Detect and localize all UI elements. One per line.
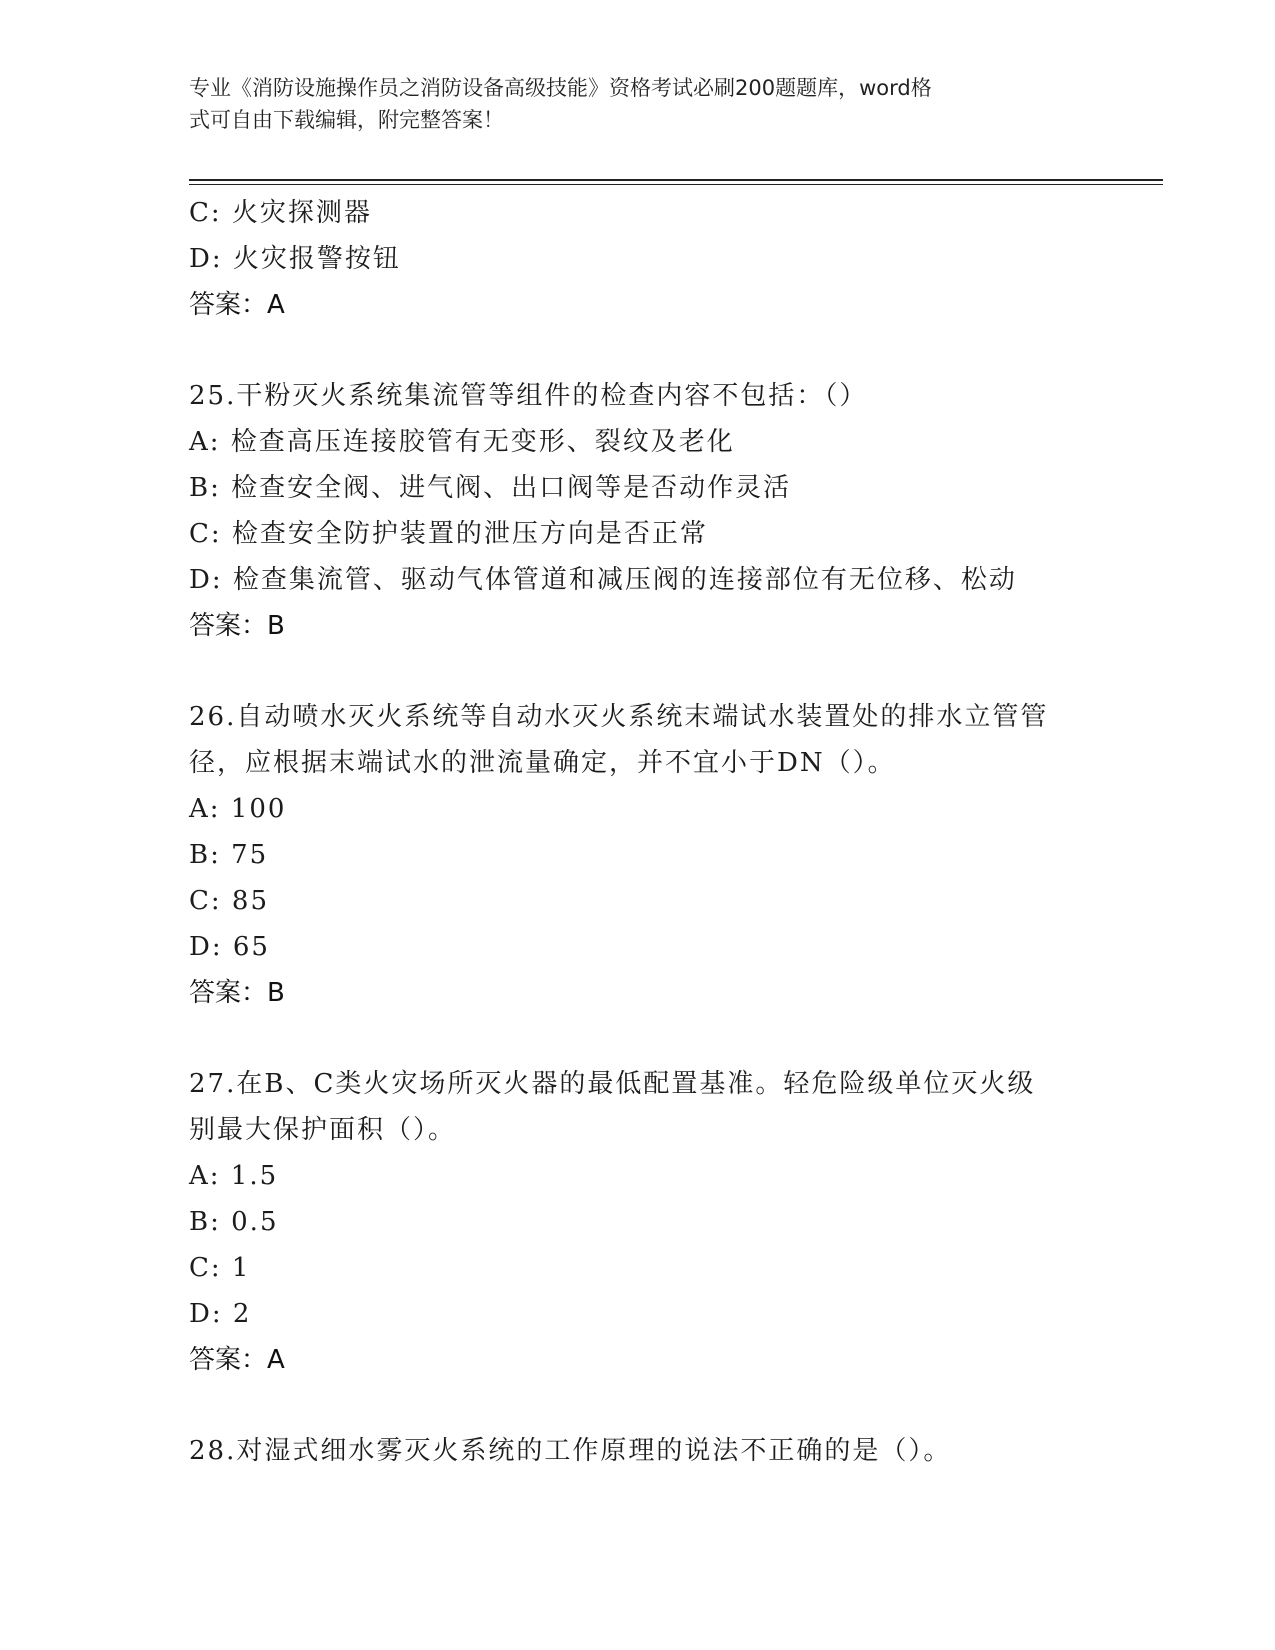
answer-label: 答案：B	[189, 978, 285, 1008]
answer-label: 答案：B	[189, 611, 285, 641]
option-b: B: 75	[189, 840, 269, 870]
question-26	[189, 694, 1089, 1016]
question-stem-line-2: 径，应根据末端试水的泄流量确定，并不宜小于DN（）。	[189, 748, 896, 778]
header-line-2: 式可自由下载编辑，附完整答案！	[189, 108, 504, 132]
question-stem-line-1: 27.在B、C类火灾场所灭火器的最低配置基准。轻危险级单位灭火级	[189, 1069, 1036, 1099]
option-a: A: 检查高压连接胶管有无变形、裂纹及老化	[189, 427, 735, 457]
option-d: D: 火灾报警按钮	[189, 244, 401, 274]
option-d: D: 2	[189, 1299, 252, 1329]
option-c: C: 检查安全防护装置的泄压方向是否正常	[189, 519, 708, 549]
option-c: C: 1	[189, 1253, 251, 1283]
option-a: A: 100	[189, 794, 287, 824]
option-c: C: 火灾探测器	[189, 198, 372, 228]
option-b: B: 0.5	[189, 1207, 279, 1237]
option-d: D: 检查集流管、驱动气体管道和减压阀的连接部位有无位移、松动	[189, 565, 1017, 595]
header-line-1: 专业《消防设施操作员之消防设备高级技能》资格考试必刷200题题库，word格	[189, 76, 932, 100]
question-25	[189, 373, 1089, 649]
header-rule-thick	[189, 179, 1163, 181]
answer-label: 答案：A	[189, 1345, 285, 1375]
question-28	[189, 1428, 1089, 1474]
option-a: A: 1.5	[189, 1161, 279, 1191]
document-header	[189, 72, 1089, 136]
header-rule-thin	[189, 184, 1163, 185]
option-d: D: 65	[189, 932, 270, 962]
question-stem: 28.对湿式细水雾灭火系统的工作原理的说法不正确的是（）。	[189, 1436, 952, 1466]
option-b: B: 检查安全阀、进气阀、出口阀等是否动作灵活	[189, 473, 792, 503]
question-stem-line-1: 26.自动喷水灭火系统等自动水灭火系统末端试水装置处的排水立管管	[189, 702, 1049, 732]
question-stem: 25.干粉灭火系统集流管等组件的检查内容不包括：（）	[189, 381, 868, 411]
question-27	[189, 1061, 1089, 1383]
question-stem-line-2: 别最大保护面积（）。	[189, 1115, 457, 1145]
question-list	[189, 190, 1089, 1474]
question-24-continued	[189, 190, 1089, 328]
answer-label: 答案：A	[189, 290, 285, 320]
option-c: C: 85	[189, 886, 270, 916]
